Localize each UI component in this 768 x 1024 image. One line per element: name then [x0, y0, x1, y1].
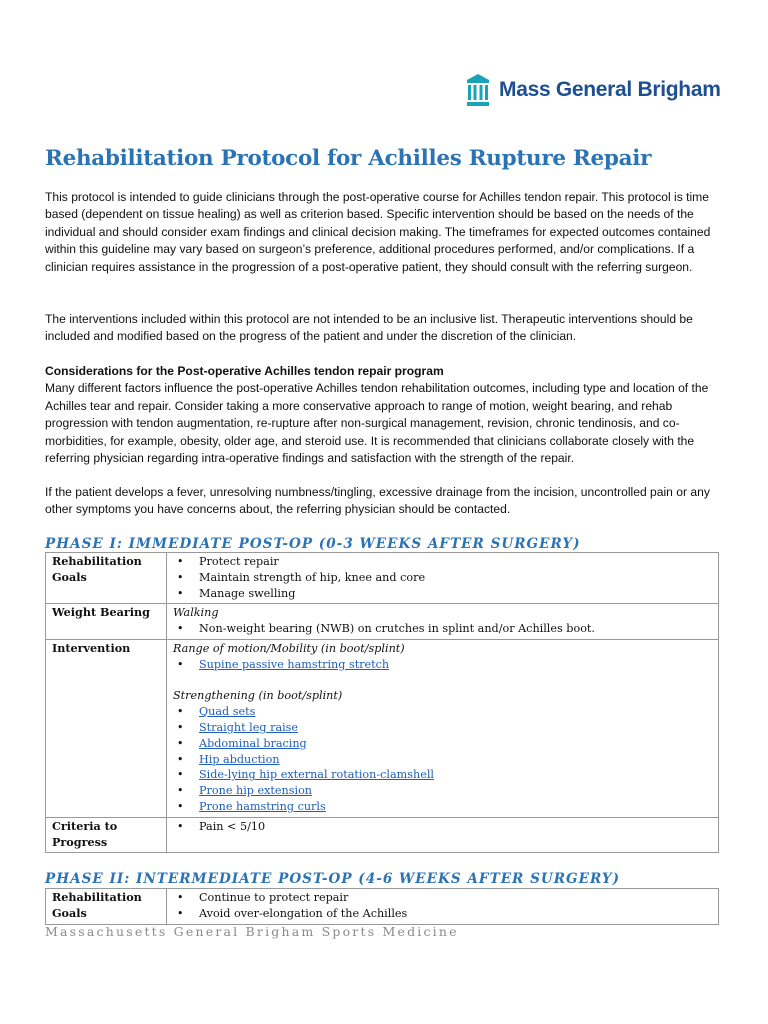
table-row [46, 604, 719, 640]
exercise-link[interactable]: Prone hip extension [199, 784, 313, 798]
list-item [173, 752, 712, 768]
bullet-icon: • [177, 705, 184, 719]
exercise-link[interactable]: Abdominal bracing [199, 736, 307, 750]
list-item [173, 906, 712, 922]
exercise-link[interactable]: Prone hamstring curls [199, 799, 326, 813]
spacer [173, 835, 712, 851]
list-item-text: Protect repair [199, 555, 279, 568]
row-label: Weight Bearing [46, 604, 167, 640]
rehab-goals-cell [167, 553, 719, 604]
bullet-icon: • [177, 784, 184, 798]
list-item [173, 767, 712, 783]
bullet-icon: • [177, 906, 184, 920]
row-label: Rehabilitation Goals [46, 553, 167, 604]
weight-bearing-subheading: Walking [173, 606, 219, 620]
paragraph-text: If the patient develops a fever, unresolving numbness/tingling, excessive drainage from the incision, uncontrolled pain or any other symptoms you have concerns about, the referring physician should be contacted. [45, 485, 710, 517]
list-item [173, 890, 712, 906]
criteria-cell [167, 817, 719, 853]
page-footer: Massachusetts General Brigham Sports Medicine [45, 924, 459, 939]
phase2-table [45, 888, 719, 925]
phase1-table [45, 552, 719, 853]
bullet-icon: • [177, 555, 184, 568]
bullet-icon: • [177, 891, 184, 904]
list-item [173, 570, 712, 586]
phase2-heading: PHASE II: INTERMEDIATE POST-OP (4-6 WEEKS AFTER SURGERY) [45, 871, 621, 887]
list-item-text: Pain < 5/10 [199, 819, 266, 833]
row-label: Rehabilitation Goals [46, 889, 167, 925]
table-row [46, 817, 719, 853]
strengthening-subheading: Strengthening (in boot/splint) [173, 689, 343, 703]
list-item [173, 704, 712, 720]
bullet-icon: • [177, 736, 184, 750]
considerations-section [45, 363, 727, 467]
rehab-goals-cell [167, 889, 719, 925]
bullet-icon: • [177, 819, 184, 833]
phase1-heading: PHASE I: IMMEDIATE POST-OP (0-3 WEEKS AFTER SURGERY) [45, 536, 581, 552]
list-item [173, 736, 712, 752]
list-item-text: Continue to protect repair [199, 891, 349, 904]
rom-subheading: Range of motion/Mobility (in boot/splint) [173, 641, 405, 655]
brand-logo [466, 72, 721, 108]
interventions-paragraph [45, 311, 727, 346]
weight-bearing-cell [167, 604, 719, 640]
exercise-link[interactable]: Straight leg raise [199, 720, 299, 734]
exercise-link[interactable]: Quad sets [199, 705, 256, 719]
brand-name: Mass General Brigham [499, 78, 721, 101]
list-item [173, 586, 712, 602]
exercise-link[interactable]: Hip abduction [199, 752, 280, 766]
bullet-icon: • [177, 752, 184, 766]
considerations-heading: Considerations for the Post-operative Achilles tendon repair program [45, 364, 444, 378]
building-columns-icon [466, 73, 490, 107]
list-item [173, 783, 712, 799]
exercise-link[interactable]: Side-lying hip external rotation-clamshell [199, 768, 434, 782]
list-item [173, 720, 712, 736]
list-item [173, 554, 712, 570]
list-item-text: Avoid over-elongation of the Achilles [199, 906, 408, 920]
bullet-icon: • [177, 657, 184, 671]
warning-paragraph [45, 484, 727, 519]
exercise-link[interactable]: Supine passive hamstring stretch [199, 657, 390, 671]
bullet-icon: • [177, 799, 184, 813]
list-item [173, 819, 712, 835]
intro-paragraph [45, 189, 727, 276]
list-item-text: Maintain strength of hip, knee and core [199, 570, 426, 584]
bullet-icon: • [177, 586, 184, 600]
paragraph-text: The interventions included within this protocol are not intended to be an inclusive list. Therapeutic interventions should be included and modified based on the progress of the patient and under the discretion of the clinician. [45, 312, 693, 344]
list-item [173, 621, 712, 637]
table-row [46, 889, 719, 925]
table-row [46, 553, 719, 604]
row-label: Criteria to Progress [46, 817, 167, 853]
considerations-text: Many different factors influence the post-operative Achilles tendon rehabilitation outcomes, including type and location of the Achilles tear and repair. Consider taking a more conservative approach to range of motion, weight bearing, and rehab progression with tendon augmentation, re-rupture after non-surgical management, revision, chronic tendinosis, and co-morbidities, for example, obesity, older age, and steroid use. It is recommended that clinicians collaborate closely with the referring physician regarding intra-operative findings and satisfaction with the strength of the repair. [45, 381, 709, 466]
intervention-cell [167, 639, 719, 817]
bullet-icon: • [177, 768, 184, 782]
bullet-icon: • [177, 720, 184, 734]
list-item [173, 799, 712, 815]
bullet-icon: • [177, 570, 184, 584]
list-item [173, 657, 712, 673]
page-title: Rehabilitation Protocol for Achilles Rupture Repair [45, 146, 652, 171]
paragraph-text: This protocol is intended to guide clinicians through the post-operative course for Achilles tendon repair. This protocol is time based (dependent on tissue healing) as well as criterion based. Specific intervention should be based on the needs of the individual and should consider exam findings and clinical decision making. The timeframes for expected outcomes contained within this guideline may vary based on surgeon’s preference, additional procedures performed, and/or complications. If a clinician requires assistance in the progression of a post-operative patient, they should consult with the referring surgeon. [45, 190, 711, 274]
spacer [173, 673, 712, 689]
list-item-text: Manage swelling [199, 586, 296, 600]
bullet-icon: • [177, 622, 184, 636]
table-row [46, 639, 719, 817]
row-label: Intervention [46, 639, 167, 817]
list-item-text: Non-weight bearing (NWB) on crutches in splint and/or Achilles boot. [199, 622, 595, 636]
